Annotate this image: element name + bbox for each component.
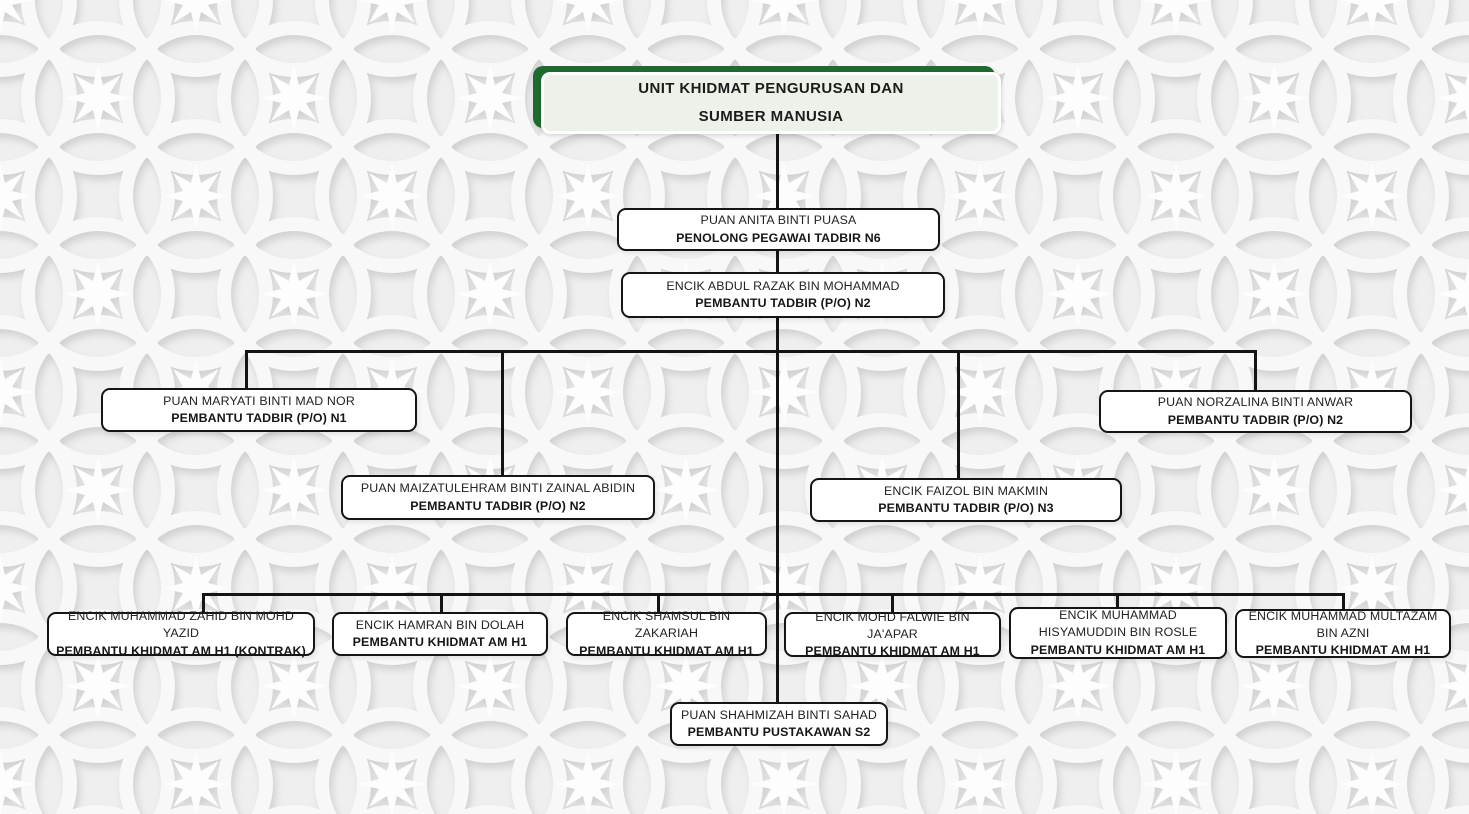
person-name: PUAN NORZALINA BINTI ANWAR: [1157, 395, 1354, 410]
connector-drop-faizol: [957, 350, 960, 480]
org-node-multazam: [1235, 609, 1451, 658]
person-role: PEMBANTU KHIDMAT AM H1: [579, 643, 754, 658]
org-node-maizatulehram: [341, 475, 655, 520]
person-name: ENCIK MUHAMMAD HISYAMUDDIN BIN ROSLE: [1038, 608, 1198, 640]
person-role: PEMBANTU KHIDMAT AM H1: [805, 644, 980, 659]
person-role: PEMBANTU TADBIR (P/O) N2: [410, 498, 586, 513]
org-node-zahid: [47, 609, 315, 658]
connector-hline-2: [202, 593, 1345, 596]
org-node-norzalina: [1099, 390, 1412, 433]
connector-hline-1: [245, 350, 1257, 353]
org-node-maryati: [101, 388, 417, 432]
person-name: ENCIK MOHD FALWIE BIN JA'APAR: [815, 609, 970, 641]
connector-trunk: [776, 317, 779, 703]
person-name: ENCIK SHAMSUL BIN ZAKARIAH: [602, 609, 731, 641]
person-role: PEMBANTU KHIDMAT AM H1: [352, 635, 528, 649]
person-name: PUAN ANITA BINTI PUASA: [700, 213, 857, 228]
person-name: ENCIK MUHAMMAD MULTAZAM BIN AZNI: [1248, 608, 1438, 640]
org-node-shahmizah: [670, 702, 888, 746]
person-name: PUAN SHAHMIZAH BINTI SAHAD: [681, 707, 877, 722]
person-name: ENCIK MUHAMMAD ZAHID BIN MOHD YAZID: [67, 609, 294, 641]
connector-title-to-anita: [776, 134, 779, 208]
person-name: ENCIK ABDUL RAZAK BIN MOHAMMAD: [666, 278, 900, 293]
org-node-anita: [617, 208, 940, 251]
org-node-hisyamuddin: [1009, 607, 1227, 659]
org-node-shamsul: [566, 609, 767, 658]
unit-title-line1: UNIT KHIDMAT PENGURUSAN DAN: [638, 80, 904, 97]
person-name: ENCIK FAIZOL BIN MAKMIN: [883, 483, 1049, 498]
person-name: ENCIK HAMRAN BIN DOLAH: [355, 617, 525, 632]
person-role: PENOLONG PEGAWAI TADBIR N6: [676, 230, 881, 245]
connector-drop-hamran: [440, 593, 443, 614]
connector-anita-to-razak: [776, 250, 779, 273]
person-role: PEMBANTU KHIDMAT AM H1: [1255, 643, 1431, 658]
connector-drop-maryati: [245, 350, 248, 390]
person-role: PEMBANTU TADBIR (P/O) N2: [695, 296, 871, 310]
unit-title-line2: SUMBER MANUSIA: [698, 108, 844, 125]
person-role: PEMBANTU KHIDMAT AM H1: [1030, 642, 1206, 657]
org-node-falwie: [784, 609, 1001, 659]
person-name: PUAN MARYATI BINTI MAD NOR: [163, 393, 355, 408]
person-role: PEMBANTU TADBIR (P/O) N3: [878, 501, 1054, 515]
org-node-faizol: [810, 478, 1122, 522]
person-name: PUAN MAIZATULEHRAM BINTI ZAINAL ABIDIN: [360, 481, 636, 496]
connector-drop-norzalina: [1254, 350, 1257, 392]
person-role: PEMBANTU TADBIR (P/O) N1: [171, 411, 347, 425]
org-node-razak: [621, 272, 945, 318]
person-role: PEMBANTU KHIDMAT AM H1 (KONTRAK): [56, 643, 306, 658]
person-role: PEMBANTU PUSTAKAWAN S2: [687, 725, 871, 739]
person-role: PEMBANTU TADBIR (P/O) N2: [1167, 412, 1344, 427]
connector-drop-maizatulehram: [501, 350, 504, 477]
unit-title-card: [541, 72, 1001, 134]
org-node-hamran: [332, 612, 548, 656]
